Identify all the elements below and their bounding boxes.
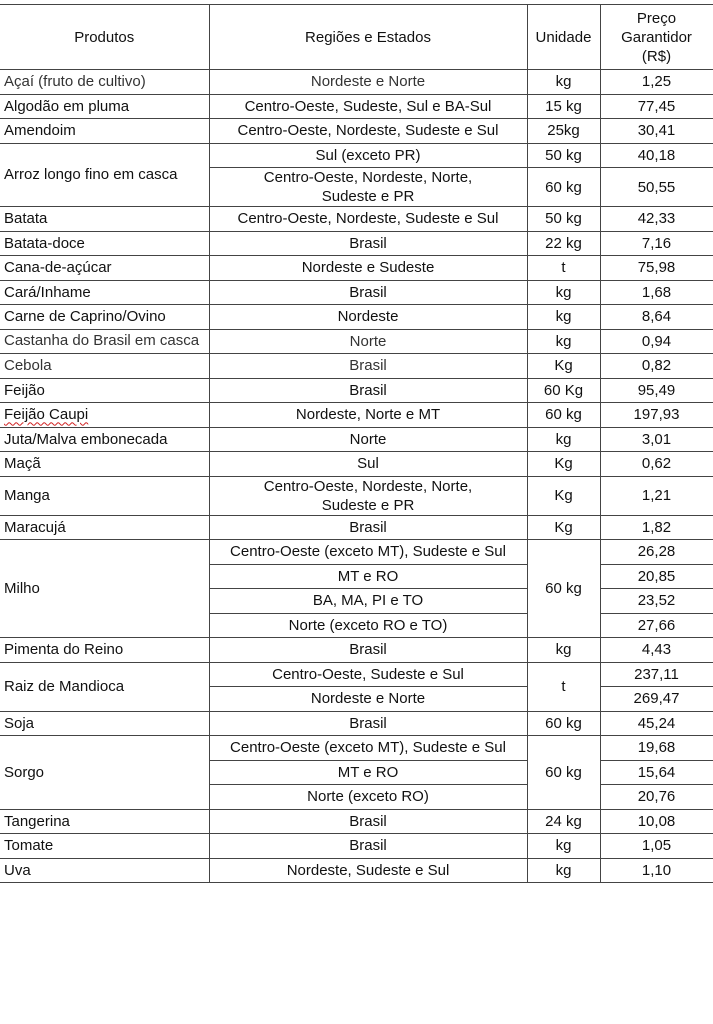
cell-unidade: Kg [527, 476, 600, 515]
table-row [0, 711, 713, 736]
cell-produto: Sorgo [0, 736, 209, 810]
cell-unidade: kg [527, 834, 600, 859]
table-row [0, 354, 713, 379]
cell-preco: 7,16 [600, 231, 713, 256]
cell-preco: 95,49 [600, 378, 713, 403]
cell-produto: Milho [0, 540, 209, 638]
cell-regiao: Centro-Oeste, Nordeste, Norte, Sudeste e PR [209, 168, 527, 207]
cell-preco: 75,98 [600, 256, 713, 281]
cell-produto-text: Feijão Caupi [4, 406, 89, 424]
cell-regiao: Centro-Oeste (exceto MT), Sudeste e Sul [209, 540, 527, 565]
cell-preco: 26,28 [600, 540, 713, 565]
cell-unidade: t [527, 662, 600, 711]
table-row [0, 231, 713, 256]
cell-unidade: 60 Kg [527, 378, 600, 403]
table-row [0, 476, 713, 515]
cell-unidade: 15 kg [527, 94, 600, 119]
cell-unidade: 60 kg [527, 711, 600, 736]
cell-preco: 4,43 [600, 638, 713, 663]
table-row [0, 329, 713, 354]
cell-preco: 1,21 [600, 476, 713, 515]
cell-produto: Arroz longo fino em casca [0, 143, 209, 207]
cell-preco: 0,94 [600, 329, 713, 354]
cell-regiao: Brasil [209, 834, 527, 859]
table-row [0, 452, 713, 477]
cell-unidade: kg [527, 280, 600, 305]
header-regioes: Regiões e Estados [209, 5, 527, 70]
table-row [0, 305, 713, 330]
cell-preco: 20,85 [600, 564, 713, 589]
cell-preco: 27,66 [600, 613, 713, 638]
cell-produto: Batata-doce [0, 231, 209, 256]
cell-produto: Amendoim [0, 119, 209, 144]
cell-unidade: Kg [527, 452, 600, 477]
cell-preco: 40,18 [600, 143, 713, 168]
cell-preco: 3,01 [600, 427, 713, 452]
cell-produto: Uva [0, 858, 209, 883]
cell-unidade: 60 kg [527, 168, 600, 207]
cell-preco: 8,64 [600, 305, 713, 330]
cell-preco: 50,55 [600, 168, 713, 207]
cell-regiao: Nordeste e Norte [209, 70, 527, 95]
cell-unidade: 50 kg [527, 207, 600, 232]
cell-preco: 30,41 [600, 119, 713, 144]
cell-regiao: BA, MA, PI e TO [209, 589, 527, 614]
table-row [0, 256, 713, 281]
cell-unidade: 60 kg [527, 540, 600, 638]
cell-regiao: Brasil [209, 515, 527, 540]
cell-regiao: Brasil [209, 638, 527, 663]
cell-produto: Maçã [0, 452, 209, 477]
cell-preco: 42,33 [600, 207, 713, 232]
cell-produto: Juta/Malva embonecada [0, 427, 209, 452]
cell-unidade: Kg [527, 354, 600, 379]
cell-produto: Castanha do Brasil em casca [0, 329, 209, 354]
cell-preco: 15,64 [600, 760, 713, 785]
cell-unidade: kg [527, 329, 600, 354]
cell-produto: Tangerina [0, 809, 209, 834]
cell-regiao: Brasil [209, 711, 527, 736]
header-preco: Preço Garantidor (R$) [600, 5, 713, 70]
cell-preco: 19,68 [600, 736, 713, 761]
cell-produto: Algodão em pluma [0, 94, 209, 119]
cell-regiao: MT e RO [209, 760, 527, 785]
cell-regiao: Nordeste, Norte e MT [209, 403, 527, 428]
cell-regiao: Brasil [209, 354, 527, 379]
header-produtos: Produtos [0, 5, 209, 70]
table-row [0, 378, 713, 403]
cell-preco: 0,82 [600, 354, 713, 379]
cell-regiao: Norte (exceto RO e TO) [209, 613, 527, 638]
cell-produto: Carne de Caprino/Ovino [0, 305, 209, 330]
table-row [0, 280, 713, 305]
cell-unidade: 50 kg [527, 143, 600, 168]
cell-unidade: kg [527, 638, 600, 663]
cell-unidade: kg [527, 305, 600, 330]
cell-regiao: Brasil [209, 231, 527, 256]
cell-preco: 20,76 [600, 785, 713, 810]
cell-preco: 77,45 [600, 94, 713, 119]
cell-regiao: Nordeste [209, 305, 527, 330]
cell-unidade: kg [527, 70, 600, 95]
cell-regiao: Nordeste, Sudeste e Sul [209, 858, 527, 883]
cell-regiao: Norte (exceto RO) [209, 785, 527, 810]
table-row [0, 70, 713, 95]
cell-regiao: Nordeste e Sudeste [209, 256, 527, 281]
cell-produto: Manga [0, 476, 209, 515]
table-row [0, 540, 713, 565]
cell-regiao: Centro-Oeste, Nordeste, Norte, Sudeste e PR [209, 476, 527, 515]
cell-preco: 237,11 [600, 662, 713, 687]
cell-unidade: 25kg [527, 119, 600, 144]
table-row [0, 736, 713, 761]
cell-produto: Cana-de-açúcar [0, 256, 209, 281]
cell-preco: 1,10 [600, 858, 713, 883]
cell-preco: 1,82 [600, 515, 713, 540]
cell-produto: Pimenta do Reino [0, 638, 209, 663]
cell-unidade: t [527, 256, 600, 281]
price-table [0, 4, 713, 883]
table-row [0, 638, 713, 663]
cell-unidade: 60 kg [527, 736, 600, 810]
cell-regiao: Centro-Oeste, Sudeste e Sul [209, 662, 527, 687]
table-row [0, 662, 713, 687]
cell-preco: 23,52 [600, 589, 713, 614]
table-row [0, 809, 713, 834]
table-row [0, 427, 713, 452]
cell-regiao: Norte [209, 329, 527, 354]
cell-preco: 269,47 [600, 687, 713, 712]
cell-unidade: kg [527, 427, 600, 452]
cell-preco: 0,62 [600, 452, 713, 477]
cell-produto: Soja [0, 711, 209, 736]
cell-produto: Cará/Inhame [0, 280, 209, 305]
table-row [0, 403, 713, 428]
cell-unidade: 22 kg [527, 231, 600, 256]
cell-preco: 45,24 [600, 711, 713, 736]
cell-unidade: 60 kg [527, 403, 600, 428]
cell-regiao: Centro-Oeste, Sudeste, Sul e BA-Sul [209, 94, 527, 119]
cell-preco: 1,68 [600, 280, 713, 305]
table-row [0, 94, 713, 119]
cell-unidade: Kg [527, 515, 600, 540]
cell-produto: Maracujá [0, 515, 209, 540]
cell-regiao: Sul [209, 452, 527, 477]
cell-unidade: kg [527, 858, 600, 883]
cell-regiao: MT e RO [209, 564, 527, 589]
cell-regiao: Centro-Oeste, Nordeste, Sudeste e Sul [209, 207, 527, 232]
table-row [0, 858, 713, 883]
cell-regiao: Centro-Oeste, Nordeste, Sudeste e Sul [209, 119, 527, 144]
cell-regiao: Brasil [209, 280, 527, 305]
table-row [0, 143, 713, 168]
header-row [0, 5, 713, 70]
cell-regiao: Centro-Oeste (exceto MT), Sudeste e Sul [209, 736, 527, 761]
cell-preco: 1,05 [600, 834, 713, 859]
cell-preco: 1,25 [600, 70, 713, 95]
cell-preco: 197,93 [600, 403, 713, 428]
cell-produto: Açaí (fruto de cultivo) [0, 70, 209, 95]
cell-produto: Cebola [0, 354, 209, 379]
cell-produto: Batata [0, 207, 209, 232]
table-row [0, 207, 713, 232]
cell-unidade: 24 kg [527, 809, 600, 834]
cell-regiao: Brasil [209, 378, 527, 403]
cell-produto: Raiz de Mandioca [0, 662, 209, 711]
cell-regiao: Brasil [209, 809, 527, 834]
cell-preco: 10,08 [600, 809, 713, 834]
table-row [0, 515, 713, 540]
cell-regiao: Sul (exceto PR) [209, 143, 527, 168]
table-row [0, 834, 713, 859]
cell-produto [0, 403, 209, 428]
cell-regiao: Norte [209, 427, 527, 452]
cell-regiao: Nordeste e Norte [209, 687, 527, 712]
cell-produto: Feijão [0, 378, 209, 403]
table-row [0, 119, 713, 144]
header-unidade: Unidade [527, 5, 600, 70]
cell-produto: Tomate [0, 834, 209, 859]
